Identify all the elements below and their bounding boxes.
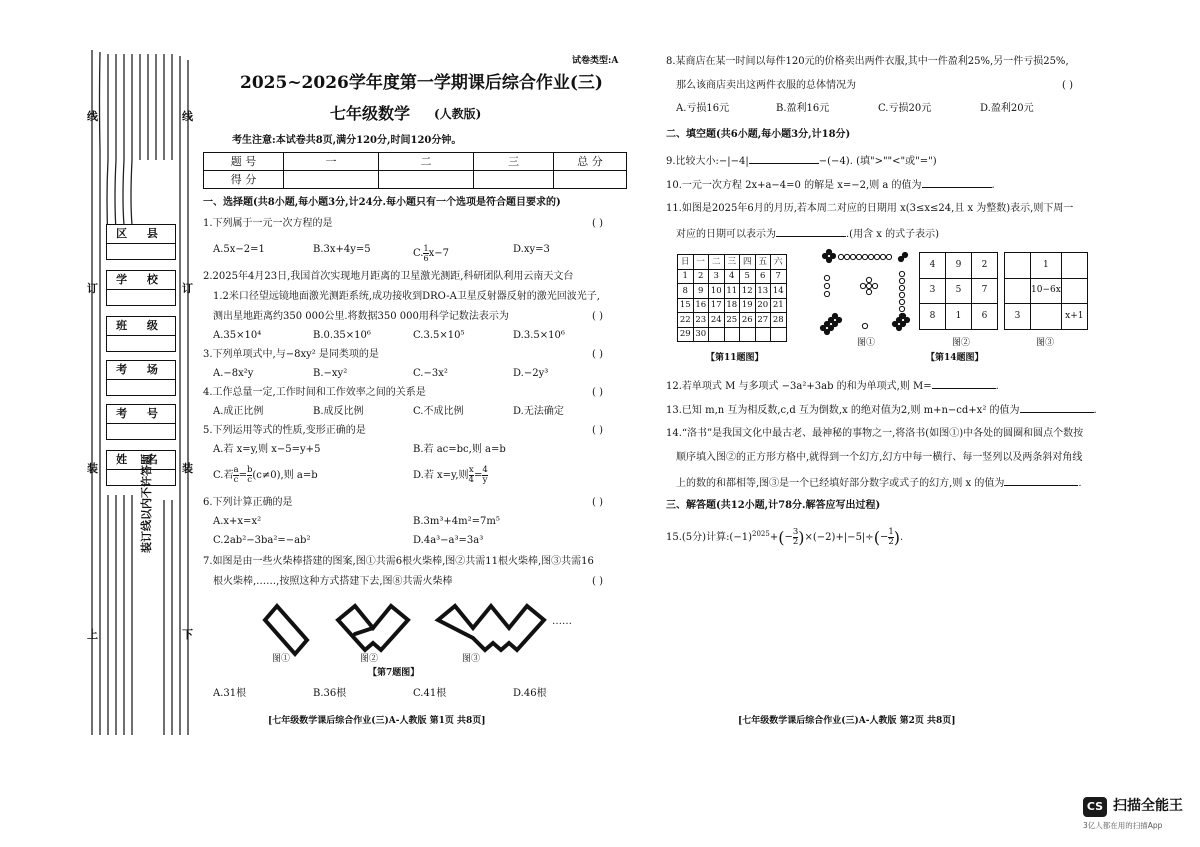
- q1-option-c-tail: x−7: [428, 248, 449, 259]
- binding-strip: [0, 0, 205, 847]
- calendar-week-row: [678, 284, 787, 299]
- luoshu-circle: [899, 278, 904, 283]
- magic-square-row: [1005, 253, 1088, 279]
- q13-prefix: 13.已知 m,n 互为相反数,c,d 互为倒数,x 的绝对值为2,则 m+n−cd+x² 的值为: [666, 405, 1020, 416]
- q6-answer-paren[interactable]: ( ): [592, 497, 603, 508]
- q7-caption: 【第7题图】: [368, 668, 420, 678]
- magic-square-cell: [1031, 304, 1062, 330]
- q15-rparen2: ): [893, 528, 900, 547]
- q12-suffix: .: [995, 381, 999, 392]
- magic-square-cell: 7: [972, 278, 998, 304]
- q5-option-c: [213, 466, 318, 485]
- page2-footer: [七年级数学课后综合作业(三)A-人教版 第2页 共8页]: [738, 716, 956, 726]
- q7-answer-paren[interactable]: ( ): [592, 576, 603, 587]
- magic-square-cell: 2: [972, 253, 998, 279]
- q15-frac2-num: 1: [888, 527, 894, 538]
- luoshu-dot: [902, 252, 907, 257]
- calendar-day: 1: [678, 269, 694, 284]
- q11-prefix: 对应的日期可以表示为: [676, 229, 776, 240]
- score-cell[interactable]: [554, 171, 627, 189]
- q2-option-a: A.35×10⁴: [213, 330, 262, 341]
- magic-square-cell: 9: [946, 253, 972, 279]
- q14-fig2-label: 图②: [952, 338, 971, 348]
- q11-calendar: [677, 254, 787, 342]
- q8-option-a: A.亏损16元: [676, 103, 730, 114]
- q7-fig2-label: 图②: [360, 654, 379, 664]
- q9-line: [666, 154, 937, 168]
- q14-line1: 14.“洛书”是我国文化中最古老、最神秘的事物之一,将洛书(如图①)中各处的圆圈和圆点个数按: [666, 428, 1084, 439]
- q4-answer-paren[interactable]: ( ): [592, 387, 603, 398]
- calendar-weekday: 五: [755, 255, 771, 270]
- calendar-day: [771, 327, 787, 342]
- q6-option-a: A.x+x=x²: [213, 516, 262, 527]
- calendar-day: 2: [693, 269, 709, 284]
- q4-stem: 4.工作总量一定,工作时间和工作效率之间的关系是: [203, 387, 426, 398]
- calendar-day: 20: [755, 298, 771, 313]
- q9-prefix: 9.比较大小:−|−4|: [666, 156, 749, 167]
- q7-option-b: B.36根: [313, 688, 347, 699]
- brand-logo: CS: [1083, 797, 1107, 817]
- q2-line3: 测出星地距离约350 000公里.将数据350 000用科学记数法表示为: [213, 311, 509, 322]
- q10-blank[interactable]: [922, 178, 992, 188]
- q7-option-d: D.46根: [513, 688, 547, 699]
- section2-heading: 二、填空题(共6小题,每小题3分,计18分): [666, 129, 851, 140]
- q14-caption: 【第14题图】: [926, 353, 984, 363]
- q15-frac1-num: 3: [792, 527, 799, 538]
- q15-exponent: 2025: [751, 529, 770, 538]
- calendar-week-row: [678, 298, 787, 313]
- q2-option-c: C.3.5×10⁵: [413, 330, 465, 341]
- q5-c-frac2-num: b: [246, 465, 253, 475]
- magic-square-row: [920, 278, 998, 304]
- calendar-day: [724, 327, 740, 342]
- magic-square-cell: [1005, 253, 1031, 279]
- calendar-day: 14: [771, 284, 787, 299]
- binding-mark-line-left: 线: [87, 110, 98, 123]
- calendar-day: 28: [771, 313, 787, 328]
- q10-prefix: 10.一元一次方程 2x+a−4=0 的解是 x=−2,则 a 的值为: [666, 180, 922, 191]
- binding-mark-staple-right: 订: [182, 282, 193, 295]
- q5-c-frac1-num: a: [233, 465, 239, 475]
- magic-square-cell: x+1: [1061, 304, 1087, 330]
- q7-line1: 7.如图是由一些火柴棒搭建的图案,图①共需6根火柴棒,图②共需11根火柴棒,图③共需16: [203, 556, 594, 567]
- calendar-day: 24: [709, 313, 725, 328]
- q11-line1: 11.如图是2025年6月的月历,若本周二对应的日期用 x(3≤x≤24,且 x 为整数)表示,则下周一: [666, 203, 1074, 214]
- calendar-day: 26: [740, 313, 756, 328]
- q6-option-d: D.4a³−a³=3a³: [413, 535, 484, 546]
- q15-frac1-den: 2: [792, 537, 799, 548]
- q8-option-d: D.盈利20元: [980, 103, 1034, 114]
- score-header-label: 题 号: [204, 153, 284, 171]
- q13-suffix: .: [1093, 405, 1097, 416]
- score-header-total: 总 分: [554, 153, 627, 171]
- q1-fraction-num: 1: [423, 244, 429, 253]
- calendar-day: [709, 327, 725, 342]
- q3-option-a: A.−8x²y: [213, 368, 254, 379]
- calendar-week-row: [678, 269, 787, 284]
- calendar-day: 9: [693, 284, 709, 299]
- q2-line1: 2.2025年4月23日,我国首次实现地月距离的卫星激光测距,科研团队利用云南天文台: [203, 271, 574, 282]
- score-cell[interactable]: [474, 171, 554, 189]
- calendar-day: 15: [678, 298, 694, 313]
- magic-square-cell: 1: [946, 304, 972, 330]
- field-exam-number-write[interactable]: [106, 424, 176, 440]
- q12-prefix: 12.若单项式 M 与多项式 −3a²+3ab 的和为单项式,则 M=: [666, 381, 932, 392]
- magic-square-cell: 1: [1031, 253, 1062, 279]
- magic-square-cell: 4: [920, 253, 946, 279]
- luoshu-circle: [899, 271, 904, 276]
- luoshu-circle: [868, 254, 873, 259]
- calendar-weekday: 日: [678, 255, 694, 270]
- calendar-day: 22: [678, 313, 694, 328]
- q15-lparen1: (: [778, 528, 785, 547]
- calendar-week-row: [678, 327, 787, 342]
- q6-option-c: C.2ab²−3ba²=−ab²: [213, 535, 311, 546]
- field-class: 班 级: [106, 316, 176, 336]
- q5-stem: 5.下列运用等式的性质,变形正确的是: [203, 425, 366, 436]
- q14-line2: 顺序填入图②的正方形方格中,就得到一个幻方,幻方中每一横行、每一竖列以及两条斜对角线: [676, 452, 1083, 463]
- luoshu-circle: [862, 254, 867, 259]
- q13-line: [666, 403, 1097, 417]
- q15-rparen1: ): [798, 528, 805, 547]
- luoshu-circle: [886, 254, 891, 259]
- score-cell[interactable]: [379, 171, 474, 189]
- luoshu-circle: [856, 254, 861, 259]
- q5-d-fraction2: [482, 466, 487, 485]
- score-row-label: 得 分: [204, 171, 284, 189]
- calendar-day: 4: [724, 269, 740, 284]
- edition-label: (人教版): [434, 107, 482, 121]
- magic-square-row: [1005, 304, 1088, 330]
- calendar-day: 5: [740, 269, 756, 284]
- magic-square-cell: [1061, 253, 1087, 279]
- calendar-day: 23: [693, 313, 709, 328]
- field-exam-room-write[interactable]: [106, 380, 176, 396]
- q2-line2: 1.2米口径望远镜地面激光测距系统,成功接收到DRO-A卫星反射器反射的激光回波光子,: [213, 291, 600, 302]
- luoshu-circle: [899, 285, 904, 290]
- paper-type: 试卷类型:A: [572, 56, 619, 66]
- q9-blank[interactable]: [749, 154, 819, 164]
- magic-square-cell: 3: [1005, 304, 1031, 330]
- q5-d-frac1-den: 4: [468, 475, 474, 485]
- luoshu-circle: [824, 291, 829, 296]
- q14-suffix: .: [1078, 478, 1082, 489]
- q5-c-suffix: (c≠0),则 a=b: [252, 470, 318, 481]
- q5-c-prefix: C.若: [213, 470, 234, 481]
- magic-square-cell: [1061, 278, 1087, 304]
- luoshu-dot: [904, 317, 909, 322]
- q15-lparen2: (: [873, 528, 880, 547]
- score-header-section3: 三: [474, 153, 554, 171]
- section3-heading: 三、解答题(共12小题,计78分.解答应写出过程): [666, 500, 881, 511]
- calendar-day: [755, 327, 771, 342]
- magic-square-cell: 5: [946, 278, 972, 304]
- luoshu-circle: [860, 283, 865, 288]
- q7-matchstick-figures: [255, 600, 595, 660]
- calendar-day: 3: [709, 269, 725, 284]
- q5-option-d: [413, 466, 488, 485]
- score-table: [203, 152, 627, 189]
- calendar-day: 21: [771, 298, 787, 313]
- q7-ellipsis: ……: [552, 616, 572, 627]
- calendar-weekday: 四: [740, 255, 756, 270]
- luoshu-dot: [896, 325, 901, 330]
- binding-mark-down: 下: [182, 628, 193, 641]
- q14-line3: [676, 476, 1082, 490]
- q8-option-b: B.盈利16元: [776, 103, 830, 114]
- magic-square-cell: 6: [972, 304, 998, 330]
- q8-line2: 那么该商店卖出这两件衣服的总体情况为: [676, 80, 856, 91]
- q5-d-frac1-num: x: [468, 465, 474, 475]
- q2-answer-paren[interactable]: ( ): [592, 311, 603, 322]
- q1-fraction-den: 6: [423, 254, 429, 263]
- q3-option-d: D.−2y³: [513, 368, 549, 379]
- q15-plus: +: [769, 532, 779, 544]
- page1-footer: [七年级数学课后综合作业(三)A-人教版 第1页 共8页]: [268, 716, 486, 726]
- q7-fig3-label: 图③: [462, 654, 481, 664]
- q1-option-c-prefix: C.: [413, 248, 424, 259]
- q6-option-b: B.3m³+4m²=7m⁵: [413, 516, 500, 527]
- calendar-day: [740, 327, 756, 342]
- q14-partial-magic-square: [1004, 252, 1088, 330]
- luoshu-circle: [880, 254, 885, 259]
- field-name: 姓 名: [106, 450, 176, 470]
- field-exam-number: 考 号: [106, 404, 176, 424]
- calendar-day: 8: [678, 284, 694, 299]
- q8-line1: 8.某商店在某一时间以每件120元的价格卖出两件衣服,其中一件盈利25%,另一件亏损25%,: [666, 56, 1069, 67]
- q6-stem: 6.下列计算正确的是: [203, 497, 293, 508]
- binding-mark-bind-right: 装: [182, 462, 193, 475]
- calendar-day: 30: [693, 327, 709, 342]
- q1-stem: 1.下列属于一元一次方程的是: [203, 218, 333, 229]
- calendar-day: 18: [724, 298, 740, 313]
- q15-suffix: .: [900, 532, 904, 544]
- q11-suffix: .(用含 x 的式子表示): [846, 229, 939, 240]
- q4-option-b: B.成反比例: [313, 406, 364, 417]
- q3-stem: 3.下列单项式中,与−8xy² 是同类项的是: [203, 349, 379, 360]
- q7-line2: 根火柴棒,……,按照这种方式搭建下去,图⑧共需火柴棒: [213, 576, 453, 587]
- magic-square-cell: 3: [920, 278, 946, 304]
- luoshu-circle: [862, 323, 867, 328]
- q5-option-b: B.若 ac=bc,则 a=b: [413, 444, 506, 455]
- calendar-day: 7: [771, 269, 787, 284]
- calendar-day: 12: [740, 284, 756, 299]
- magic-square-cell: 8: [920, 304, 946, 330]
- q5-d-frac2-num: 4: [482, 465, 488, 475]
- field-school: 学 校: [106, 270, 176, 290]
- binding-note: 装订线以内不许答题: [140, 454, 153, 553]
- luoshu-circle: [824, 283, 829, 288]
- q5-answer-paren[interactable]: ( ): [592, 425, 603, 436]
- q12-line: [666, 379, 999, 393]
- q5-c-frac2-den: c: [247, 475, 253, 485]
- binding-mark-bind-left: 装: [87, 462, 98, 475]
- q5-c-frac1-den: c: [233, 475, 239, 485]
- calendar-day: 10: [709, 284, 725, 299]
- calendar-header-row: [678, 255, 787, 270]
- luoshu-circle: [838, 254, 843, 259]
- q14-luoshu-figure: [815, 248, 915, 338]
- q7-option-c: C.41根: [413, 688, 447, 699]
- q1-option-d: D.xy=3: [513, 244, 550, 255]
- exam-notice: 考生注意:本试卷共8页,满分120分,时间120分钟。: [232, 135, 462, 146]
- q2-option-d: D.3.5×10⁶: [513, 330, 565, 341]
- exam-title: 2025~2026学年度第一学期课后综合作业(三): [240, 73, 603, 93]
- q12-blank[interactable]: [932, 379, 996, 389]
- q3-option-c: C.−3x²: [413, 368, 448, 379]
- field-exam-room: 考 场: [106, 360, 176, 380]
- binding-mark-staple-left: 订: [87, 282, 98, 295]
- q7-fig1-label: 图①: [272, 654, 291, 664]
- calendar-day: 25: [724, 313, 740, 328]
- calendar-day: 13: [755, 284, 771, 299]
- q13-blank[interactable]: [1020, 403, 1094, 413]
- calendar-day: 11: [724, 284, 740, 299]
- q2-option-b: B.0.35×10⁶: [313, 330, 371, 341]
- q14-fig3-label: 图③: [1036, 338, 1055, 348]
- q3-option-b: B.−xy²: [313, 368, 348, 379]
- calendar-day: 6: [755, 269, 771, 284]
- q5-d-equals: =: [473, 470, 483, 481]
- q10-suffix: .: [991, 180, 995, 191]
- magic-square-cell: 10−6x: [1031, 278, 1062, 304]
- calendar-day: 29: [678, 327, 694, 342]
- score-cell[interactable]: [284, 171, 379, 189]
- calendar-day: 27: [755, 313, 771, 328]
- q8-option-c: C.亏损20元: [878, 103, 932, 114]
- q15-frac2-den: 2: [888, 537, 894, 548]
- calendar-weekday: 一: [693, 255, 709, 270]
- binding-mark-line-right: 线: [182, 110, 193, 123]
- q7-option-a: A.31根: [213, 688, 247, 699]
- score-header-section1: 一: [284, 153, 379, 171]
- q1-option-a: A.5x−2=1: [213, 244, 265, 255]
- luoshu-circle: [866, 283, 871, 288]
- subject-title: 七年级数学: [330, 104, 411, 123]
- q15-middle: ×(−2)+|−5|÷: [804, 532, 874, 544]
- score-header-section2: 二: [379, 153, 474, 171]
- field-district-write[interactable]: [106, 244, 176, 260]
- q4-option-a: A.成正比例: [213, 406, 264, 417]
- q5-c-equals: =: [238, 470, 247, 481]
- luoshu-circle: [874, 254, 879, 259]
- binding-mark-up: 上: [87, 628, 98, 641]
- luoshu-dot: [830, 253, 835, 258]
- luoshu-circle: [866, 289, 871, 294]
- q10-line: [666, 178, 995, 192]
- calendar-weekday: 二: [709, 255, 725, 270]
- luoshu-circle: [866, 277, 871, 282]
- q8-answer-paren[interactable]: ( ): [1062, 80, 1073, 91]
- q9-hint: (填">""<"或"="): [856, 156, 937, 167]
- calendar-day: 19: [740, 298, 756, 313]
- q11-caption: 【第11题图】: [706, 353, 764, 363]
- q5-option-a: A.若 x=y,则 x−5=y+5: [213, 444, 321, 455]
- field-district: 区 县: [106, 224, 176, 244]
- calendar-day: 16: [693, 298, 709, 313]
- luoshu-circle: [899, 299, 904, 304]
- calendar-weekday: 六: [771, 255, 787, 270]
- q1-option-b: B.3x+4y=5: [313, 244, 371, 255]
- q14-magic-square: [919, 252, 998, 330]
- q5-d-prefix: D.若 x=y,则: [413, 470, 469, 481]
- magic-square-row: [920, 304, 998, 330]
- q14-prefix: 上的数的和都相等,图③是一个已经填好部分数字或式子的幻方,则 x 的值为: [676, 478, 1005, 489]
- section1-heading: 一、选择题(共8小题,每小题3分,计24分.每小题只有一个选项是符合题目要求的): [203, 197, 561, 208]
- luoshu-circle: [844, 254, 849, 259]
- q4-option-c: C.不成比例: [413, 406, 464, 417]
- field-class-write[interactable]: [106, 336, 176, 352]
- q5-d-frac2-den: y: [482, 475, 488, 485]
- calendar-day: 17: [709, 298, 725, 313]
- luoshu-circle: [899, 306, 904, 311]
- brand-name: 扫描全能王: [1113, 798, 1183, 814]
- magic-square-cell: [1005, 278, 1031, 304]
- brand-tagline: 3亿人都在用的扫描App: [1083, 821, 1163, 830]
- luoshu-circle: [824, 275, 829, 280]
- luoshu-dot: [836, 317, 841, 322]
- magic-square-row: [920, 253, 998, 279]
- magic-square-row: [1005, 278, 1088, 304]
- q4-option-d: D.无法确定: [513, 406, 564, 417]
- field-school-write[interactable]: [106, 290, 176, 306]
- calendar-weekday: 三: [724, 255, 740, 270]
- q15-prefix: 15.(5分)计算:(−1): [666, 532, 752, 544]
- q1-option-c: [413, 244, 449, 263]
- q9-middle: −(−4).: [818, 156, 853, 167]
- q1-answer-paren[interactable]: ( ): [592, 218, 603, 229]
- q14-fig1-label: 图①: [857, 338, 876, 348]
- q11-line2: [676, 227, 939, 241]
- q11-blank[interactable]: [776, 227, 846, 237]
- q3-answer-paren[interactable]: ( ): [592, 349, 603, 360]
- q14-blank[interactable]: [1004, 476, 1078, 486]
- calendar-week-row: [678, 313, 787, 328]
- luoshu-circle: [850, 254, 855, 259]
- q15-line: 15.(5分)计算$:(-1)^{2025}+(-$ $\frac{3}{2}$ )×(−2)+|−5|÷(− $\frac{1}{2}$ ).: [666, 527, 904, 548]
- luoshu-circle: [899, 292, 904, 297]
- luoshu-circle: [872, 283, 877, 288]
